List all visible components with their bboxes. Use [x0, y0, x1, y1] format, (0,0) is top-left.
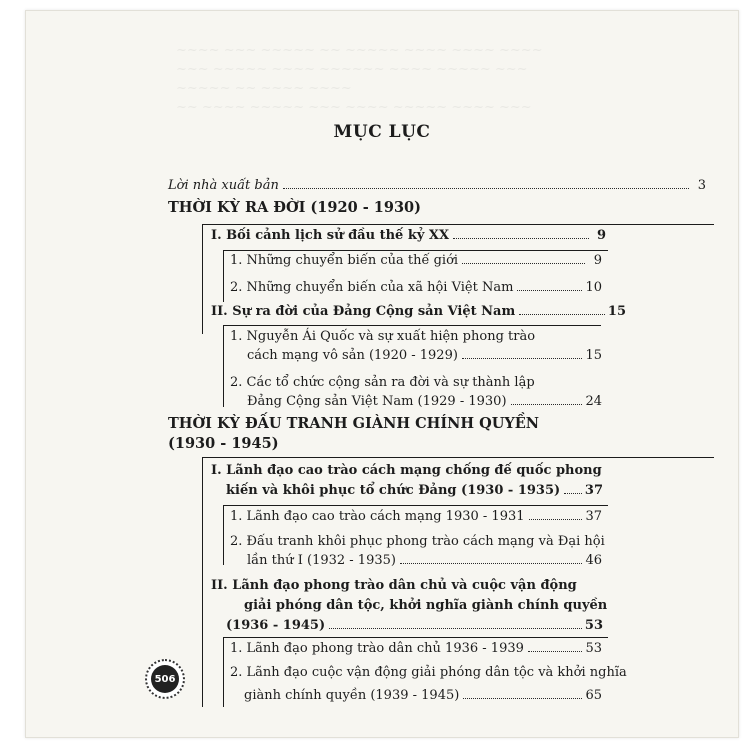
toc-entry-label-line1[interactable]: II. Lãnh đạo phong trào dân chủ và cuộc vận động	[211, 578, 577, 593]
toc-page-number: 37	[585, 509, 602, 524]
toc-entry-label-line2: kiến và khôi phục tổ chức Đảng (1930 - 1935)	[226, 483, 561, 498]
toc-entry-label: I. Bối cảnh lịch sử đầu thế kỷ XX	[211, 228, 450, 243]
toc-entry-label-line1[interactable]: 2. Các tổ chức cộng sản ra đời và sự thành lập	[230, 375, 535, 390]
toc-section-entry[interactable]	[211, 227, 606, 245]
subsection-rule	[223, 325, 601, 326]
toc-entry-label-line2: Đảng Cộng sản Việt Nam (1929 - 1930)	[247, 394, 507, 409]
dot-leader	[463, 698, 582, 699]
toc-entry-label: 1. Lãnh đạo phong trào dân chủ 1936 - 1939	[230, 641, 524, 656]
toc-page-number: 24	[585, 394, 602, 409]
toc-page-number: 46	[585, 553, 602, 568]
part-heading[interactable]: THỜI KỲ RA ĐỜI (1920 - 1930)	[168, 199, 421, 216]
part-heading[interactable]: THỜI KỲ ĐẤU TRANH GIÀNH CHÍNH QUYỀN	[168, 415, 540, 432]
toc-page-number: 53	[585, 641, 602, 656]
part-heading-line2: (1930 - 1945)	[168, 435, 279, 452]
dot-leader	[329, 628, 582, 629]
subsection-bracket	[223, 250, 224, 302]
dot-leader	[462, 263, 585, 264]
page-title: MỤC LỤC	[333, 122, 431, 142]
subsection-rule	[223, 505, 608, 506]
toc-page-number: 15	[607, 304, 626, 319]
dot-leader	[400, 563, 582, 564]
subsection-bracket	[223, 325, 224, 407]
toc-subsection-entry[interactable]	[247, 552, 602, 570]
subsection-bracket	[223, 505, 224, 565]
dot-leader	[529, 519, 583, 520]
toc-page-number: 3	[697, 178, 706, 193]
dot-leader	[462, 358, 583, 359]
page-number-badge	[145, 659, 185, 699]
toc-entry-label: II. Sự ra đời của Đảng Cộng sản Việt Nam	[211, 304, 516, 319]
book-page	[25, 10, 739, 738]
toc-subsection-entry[interactable]	[230, 508, 602, 526]
subsection-rule	[223, 250, 608, 251]
page-number: 506	[151, 665, 179, 693]
toc-page-number: 9	[593, 253, 602, 268]
dot-leader	[528, 651, 583, 652]
section-bracket	[202, 224, 203, 334]
toc-page-number: 65	[585, 688, 602, 703]
dot-leader	[564, 493, 582, 494]
toc-entry-label-line1[interactable]: 2. Lãnh đạo cuộc vận động giải phóng dân tộc và khởi nghĩa	[230, 665, 627, 680]
toc-entry-label: Lời nhà xuất bản	[168, 178, 279, 193]
toc-entry-label-line1[interactable]: 2. Đấu tranh khôi phục phong trào cách mạng và Đại hội	[230, 534, 605, 549]
dot-leader	[517, 290, 582, 291]
dot-leader	[283, 188, 689, 189]
toc-entry-label: 2. Những chuyển biến của xã hội Việt Nam	[230, 280, 514, 295]
toc-subsection-entry[interactable]	[247, 393, 602, 411]
table-of-contents	[26, 11, 738, 737]
show-through-text: ~~~~ ~~~ ~~~~~ ~~ ~~~~~ ~~~~ ~~~~ ~~~~ ~~~ ~~~~~ ~~~~ ~~~~~~ ~~~~ ~~~~~ ~~~ ~~~~~ ~~ ~~~~ ~~~~ ~~ ~~~~ ~~~~~ ~~~ ~~~~ ~~~~~ ~~~~ ~~~	[176, 43, 543, 115]
toc-subsection-entry[interactable]	[247, 347, 602, 365]
toc-section-entry[interactable]	[226, 482, 603, 500]
section-rule	[202, 224, 714, 225]
section-bracket	[202, 457, 203, 707]
toc-entry-label-line2: lần thứ I (1932 - 1935)	[247, 553, 396, 568]
toc-subsection-entry[interactable]	[244, 687, 602, 705]
toc-page-number: 15	[585, 348, 602, 363]
toc-entry-label: 1. Những chuyển biến của thế giới	[230, 253, 459, 268]
toc-page-number: 37	[584, 483, 603, 498]
toc-section-entry[interactable]	[211, 303, 626, 321]
toc-entry-label-line1[interactable]: 1. Nguyễn Ái Quốc và sự xuất hiện phong trào	[230, 329, 536, 344]
dot-leader	[519, 314, 605, 315]
dot-leader	[511, 404, 583, 405]
subsection-bracket	[223, 637, 224, 707]
toc-subsection-entry[interactable]	[230, 279, 602, 297]
toc-section-entry[interactable]	[226, 617, 603, 635]
toc-entry-label-line3: (1936 - 1945)	[226, 618, 326, 633]
toc-subsection-entry[interactable]	[230, 640, 602, 658]
toc-entry-label-line2: giải phóng dân tộc, khởi nghĩa giành chính quyền	[244, 598, 608, 613]
toc-page-number: 9	[596, 228, 606, 243]
toc-entry-label-line1[interactable]: I. Lãnh đạo cao trào cách mạng chống đế quốc phong	[211, 463, 602, 478]
dot-leader	[453, 238, 589, 239]
toc-entry-label-line2: giành chính quyền (1939 - 1945)	[244, 688, 460, 703]
toc-page-number: 53	[584, 618, 603, 633]
toc-page-number: 10	[585, 280, 602, 295]
toc-entry-label-line2: cách mạng vô sản (1920 - 1929)	[247, 348, 458, 363]
toc-entry-label: 1. Lãnh đạo cao trào cách mạng 1930 - 1931	[230, 509, 525, 524]
section-rule	[202, 457, 714, 458]
toc-subsection-entry[interactable]	[230, 252, 602, 270]
subsection-rule	[223, 637, 608, 638]
toc-entry-preface[interactable]	[168, 177, 706, 195]
